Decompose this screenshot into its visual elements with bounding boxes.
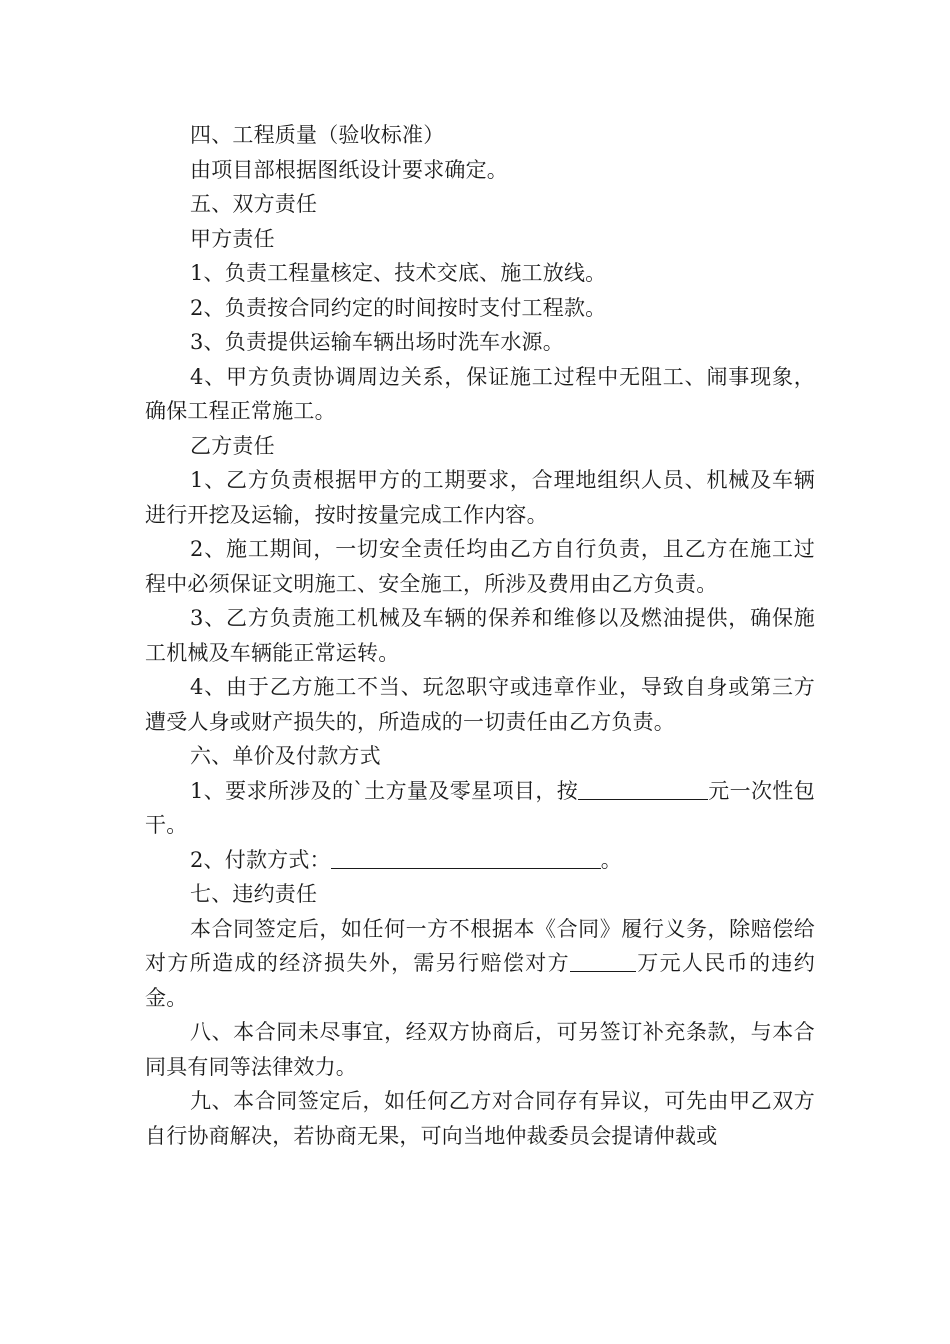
payment-item-text-before: 2、付款方式： [190, 847, 331, 872]
party-a-title: 甲方责任 [190, 226, 275, 251]
section-6-title: 六、单价及付款方式 [190, 744, 381, 768]
party-a-item-3: 3、负责提供运输车辆出场时洗车水源。 [190, 330, 564, 354]
price-item-text-before: 1、要求所涉及的`土方量及零星项目，按 [190, 778, 579, 803]
fine-amount-blank [570, 949, 636, 972]
party-b-item-3: 3、乙方负责施工机械及车辆的保养和维修以及燃油提供，确保施工机械及车辆能正常运转。 [145, 606, 815, 665]
payment-blank [331, 846, 601, 869]
section-7-title: 七、违约责任 [190, 882, 318, 906]
section-9: 九、本合同签定后，如任何乙方对合同存有异议，可先由甲乙双方自行协商解决，若协商无果，可向当地仲裁委员会提请仲裁或 [145, 1089, 815, 1148]
price-blank [578, 777, 708, 800]
section-5-title: 五、双方责任 [190, 192, 318, 216]
section-4-title: 四、工程质量（验收标准） [190, 123, 445, 147]
price-item [145, 774, 815, 843]
party-a-item-4: 4、甲方负责协调周边关系，保证施工过程中无阻工、闹事现象，确保工程正常施工。 [145, 364, 815, 423]
payment-item-text-after: 。 [600, 847, 622, 872]
party-a-item-2: 2、负责按合同约定的时间按时支付工程款。 [190, 295, 607, 320]
document-body [145, 118, 815, 1153]
section-4-body: 由项目部根据图纸设计要求确定。 [190, 157, 508, 182]
party-b-item-2: 2、施工期间，一切安全责任均由乙方自行负责，且乙方在施工过程中必须保证文明施工、安全施工，所涉及费用由乙方负责。 [145, 537, 815, 596]
breach-item [145, 912, 815, 1016]
section-8: 八、本合同未尽事宜，经双方协商后，可另签订补充条款，与本合同具有同等法律效力。 [145, 1020, 815, 1079]
price-item-text-after: 元一次性包干。 [145, 778, 815, 837]
party-b-item-1: 1、乙方负责根据甲方的工期要求，合理地组织人员、机械及车辆进行开挖及运输，按时按量完成工作内容。 [145, 468, 815, 527]
breach-item-text-after: 万元人民币的违约金。 [145, 951, 815, 1010]
breach-item-text-before: 本合同签定后，如任何一方不根据本《合同》履行义务，除赔偿给对方所造成的经济损失外，需另行赔偿对方 [145, 916, 815, 975]
party-b-title: 乙方责任 [190, 433, 275, 458]
party-b-item-4: 4、由于乙方施工不当、玩忽职守或违章作业，导致自身或第三方遭受人身或财产损失的，所造成的一切责任由乙方负责。 [145, 675, 815, 734]
party-a-item-1: 1、负责工程量核定、技术交底、施工放线。 [190, 261, 607, 285]
payment-item [145, 843, 815, 878]
